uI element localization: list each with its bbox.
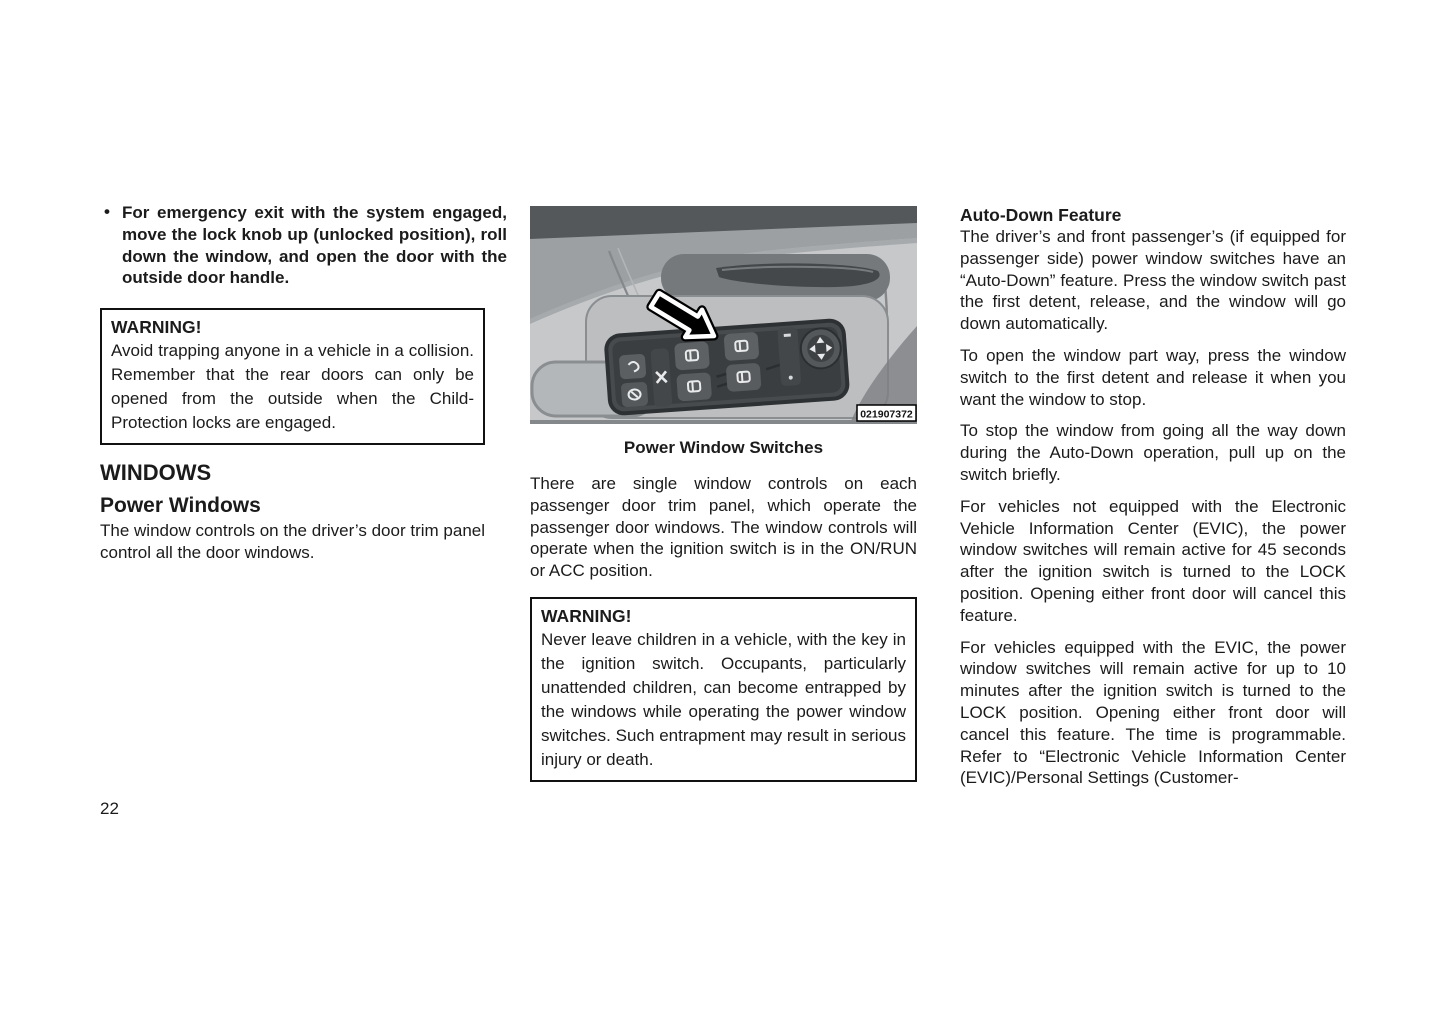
warning-body: Avoid trapping anyone in a vehicle in a collision. Remember that the rear doors can only be opened from the outside when the Child-Protection locks are engaged. (111, 341, 474, 432)
auto-down-heading: Auto-Down Feature (960, 205, 1122, 225)
emergency-exit-bullet-text: For emergency exit with the system engaged, move the lock knob up (unlocked position), roll down the window, and open the door with the outside door handle. (122, 203, 507, 288)
bullet-icon: • (104, 202, 110, 221)
warning-title: WARNING! (111, 317, 202, 337)
warning-body: Never leave children in a vehicle, with the key in the ignition switch. Occupants, particularly unattended children, can become entrapped by the windows while operating the power window switches. Such entrapment may result in serious injury or death. (541, 630, 906, 769)
window-switch-rear-up (724, 332, 760, 361)
figure-caption: Power Window Switches (623, 438, 824, 457)
figure-power-window-switches (530, 206, 917, 424)
window-switch-front-down (676, 372, 712, 401)
single-window-controls-paragraph: There are single window controls on each passenger door trim panel, which operate the passenger door windows. The window controls will operate when the ignition switch is in the ON/RUN or ACC position. (530, 474, 917, 581)
auto-down-paragraph-3: To stop the window from going all the way down during the Auto-Down operation, pull up on the switch briefly. (960, 421, 1346, 484)
door-panel-illustration (530, 206, 917, 424)
auto-down-paragraph-5: For vehicles equipped with the EVIC, the power window switches will remain active for up to 10 minutes after the ignition switch is turned to the LOCK position. Opening either front door will cancel this feature. The time is programmable. Refer to “Electronic Vehicle Information Center (EVIC)/Personal Settings (Customer- (960, 637, 1346, 788)
key-unlock-button (619, 354, 647, 380)
auto-down-paragraph-2: To open the window part way, press the window switch to the first detent and release it when you want the window to stop. (960, 345, 1346, 409)
mirror-selector-icon (784, 333, 791, 336)
auto-down-section (960, 204, 1346, 799)
page-number: 22 (100, 799, 119, 818)
power-windows-paragraph: The window controls on the driver’s door trim panel control all the door windows. (100, 521, 485, 562)
switch-panel-group (603, 318, 850, 417)
photo-id-label (857, 405, 916, 421)
window-switch-front-up (674, 341, 710, 370)
warning-title: WARNING! (541, 606, 632, 626)
photo-id-text: 021907372 (860, 408, 913, 421)
window-switch-rear-down (726, 363, 762, 392)
section-heading-windows: WINDOWS (100, 460, 212, 485)
emergency-exit-bullet-item (100, 202, 507, 289)
subsection-heading-power-windows: Power Windows (100, 494, 261, 517)
warning-box-children-entrapment (530, 597, 917, 782)
auto-down-paragraph-1: The driver’s and front passenger’s (if equipped for passenger side) power window switches have an “Auto-Down” feature. Press the window switch past the first detent, release, and the window will go down automatically. (960, 227, 1346, 334)
auto-down-paragraph-4: For vehicles not equipped with the Electronic Vehicle Information Center (EVIC), the power window switches will remain active for 45 seconds after the ignition switch is turned to the LOCK position. Opening either front door will cancel this feature. (960, 496, 1346, 625)
warning-box-child-protection (100, 308, 485, 445)
